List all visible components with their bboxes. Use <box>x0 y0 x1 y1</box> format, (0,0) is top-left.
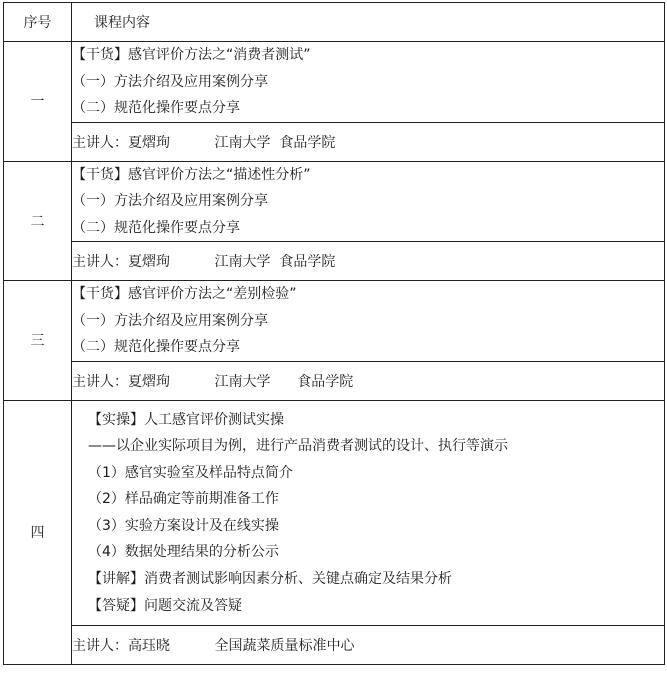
content-line: （1）感官实验室及样品特点简介 <box>88 464 293 481</box>
table-header-row <box>4 3 665 42</box>
content-line: （二）规范化操作要点分享 <box>72 219 240 236</box>
session-num: 四 <box>4 400 72 665</box>
session-row <box>4 42 665 123</box>
content-line: ——以企业实际项目为例，进行产品消费者测试的设计、执行等演示 <box>88 438 508 455</box>
content-line: 【答疑】问题交流及答疑 <box>88 597 242 614</box>
content-line: （一）方法介绍及应用案例分享 <box>72 312 268 329</box>
lecturer-row <box>4 242 665 281</box>
content-line: （一）方法介绍及应用案例分享 <box>72 73 268 90</box>
course-schedule-table <box>3 2 665 665</box>
content-line: （4）数据处理结果的分析公示 <box>88 544 279 561</box>
content-line: （二）规范化操作要点分享 <box>72 100 240 116</box>
session-row <box>4 281 665 362</box>
session-num: 三 <box>4 281 72 401</box>
session-lecturer: 主讲人：夏熠珣 江南大学 食品学院 <box>72 361 665 400</box>
session-lecturer: 主讲人：夏熠珣 江南大学 食品学院 <box>72 122 665 161</box>
header-content: 课程内容 <box>72 3 665 42</box>
session-content <box>72 161 665 242</box>
header-num: 序号 <box>4 3 72 42</box>
session-content <box>72 42 665 123</box>
content-line: （二）规范化操作要点分享 <box>72 339 240 355</box>
content-line: （3）实验方案设计及在线实操 <box>88 517 279 534</box>
session-lecturer: 主讲人：夏熠珣 江南大学 食品学院 <box>72 242 665 281</box>
content-line: 【干货】感官评价方法之“消费者测试” <box>72 47 311 63</box>
session-content <box>72 400 665 626</box>
content-line: 【实操】人工感官评价测试实操 <box>88 411 284 428</box>
content-line: 【干货】感官评价方法之“差别检验” <box>72 286 297 302</box>
content-line: （一）方法介绍及应用案例分享 <box>72 193 268 209</box>
content-line: 【讲解】消费者测试影响因素分析、关键点确定及结果分析 <box>88 571 452 588</box>
content-line: 【干货】感官评价方法之“描述性分析” <box>72 166 311 183</box>
session-row <box>4 400 665 626</box>
session-row <box>4 161 665 242</box>
session-content <box>72 281 665 362</box>
session-num: 一 <box>4 42 72 162</box>
content-line: （2）样品确定等前期准备工作 <box>88 491 279 508</box>
lecturer-row <box>4 122 665 161</box>
lecturer-row <box>4 626 665 665</box>
lecturer-row <box>4 361 665 400</box>
session-num: 二 <box>4 161 72 281</box>
session-lecturer: 主讲人：高珏晓 全国蔬菜质量标准中心 <box>72 626 665 665</box>
